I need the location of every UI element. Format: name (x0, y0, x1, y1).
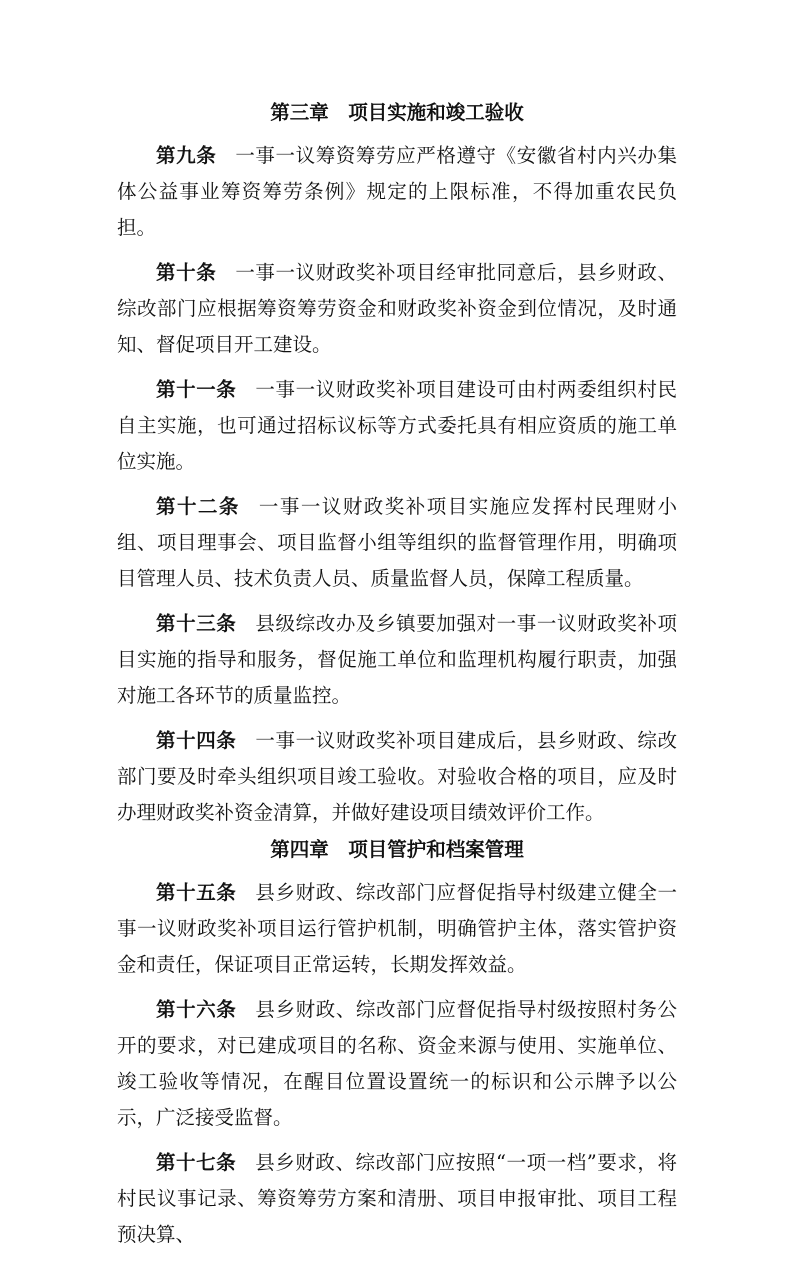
article-12 (117, 489, 677, 597)
chapter-3-heading: 第三章 项目实施和竣工验收 (270, 101, 524, 124)
article-text: 县乡财政、综改部门应督促指导村级按照村务公开的要求，对已建成项目的名称、资金来源与使用、实施单位、竣工验收等情况，在醒目位置设置统一的标识和公示牌予以公示，广泛接受监督。 (117, 998, 677, 1129)
article-text: 县乡财政、综改部门应按照“一项一档”要求，将村民议事记录、筹资筹劳方案和清册、项目申报审批、项目工程预决算、 (117, 1151, 677, 1246)
article-label: 第十七条 (156, 1151, 237, 1174)
article-label: 第十四条 (156, 729, 237, 752)
article-label: 第十五条 (156, 881, 237, 904)
article-label: 第十三条 (156, 612, 237, 635)
article-16 (117, 992, 677, 1136)
article-text: 县级综改办及乡镇要加强对一事一议财政奖补项目实施的指导和服务，督促施工单位和监理机构履行职责，加强对施工各环节的质量监控。 (117, 612, 677, 707)
article-label: 第九条 (156, 144, 217, 167)
article-text: 一事一议财政奖补项目建成后，县乡财政、综改部门要及时牵头组织项目竣工验收。对验收合格的项目，应及时办理财政奖补资金清算，并做好建设项目绩效评价工作。 (117, 729, 677, 824)
article-text: 县乡财政、综改部门应督促指导村级建立健全一事一议财政奖补项目运行管护机制，明确管护主体，落实管护资金和责任，保证项目正常运转，长期发挥效益。 (117, 881, 677, 976)
article-label: 第十一条 (156, 378, 237, 401)
chapter-4-heading: 第四章 项目管护和档案管理 (270, 838, 524, 861)
article-11 (117, 372, 677, 480)
article-9 (117, 138, 677, 246)
article-text: 一事一议财政奖补项目经审批同意后，县乡财政、综改部门应根据筹资筹劳资金和财政奖补资金到位情况，及时通知、督促项目开工建设。 (117, 261, 677, 356)
article-17 (117, 1145, 677, 1253)
article-text: 一事一议财政奖补项目实施应发挥村民理财小组、项目理事会、项目监督小组等组织的监督管理作用，明确项目管理人员、技术负责人员、质量监督人员，保障工程质量。 (117, 495, 677, 590)
document-page (117, 98, 677, 1262)
article-15 (117, 875, 677, 983)
article-label: 第十二条 (156, 495, 240, 518)
article-10 (117, 255, 677, 363)
article-14 (117, 723, 677, 831)
article-text: 一事一议筹资筹劳应严格遵守《安徽省村内兴办集体公益事业筹资筹劳条例》规定的上限标准，不得加重农民负担。 (117, 144, 677, 239)
article-text: 一事一议财政奖补项目建设可由村两委组织村民自主实施，也可通过招标议标等方式委托具有相应资质的施工单位实施。 (117, 378, 677, 473)
article-label: 第十条 (156, 261, 217, 284)
article-13 (117, 606, 677, 714)
article-label: 第十六条 (156, 998, 237, 1021)
